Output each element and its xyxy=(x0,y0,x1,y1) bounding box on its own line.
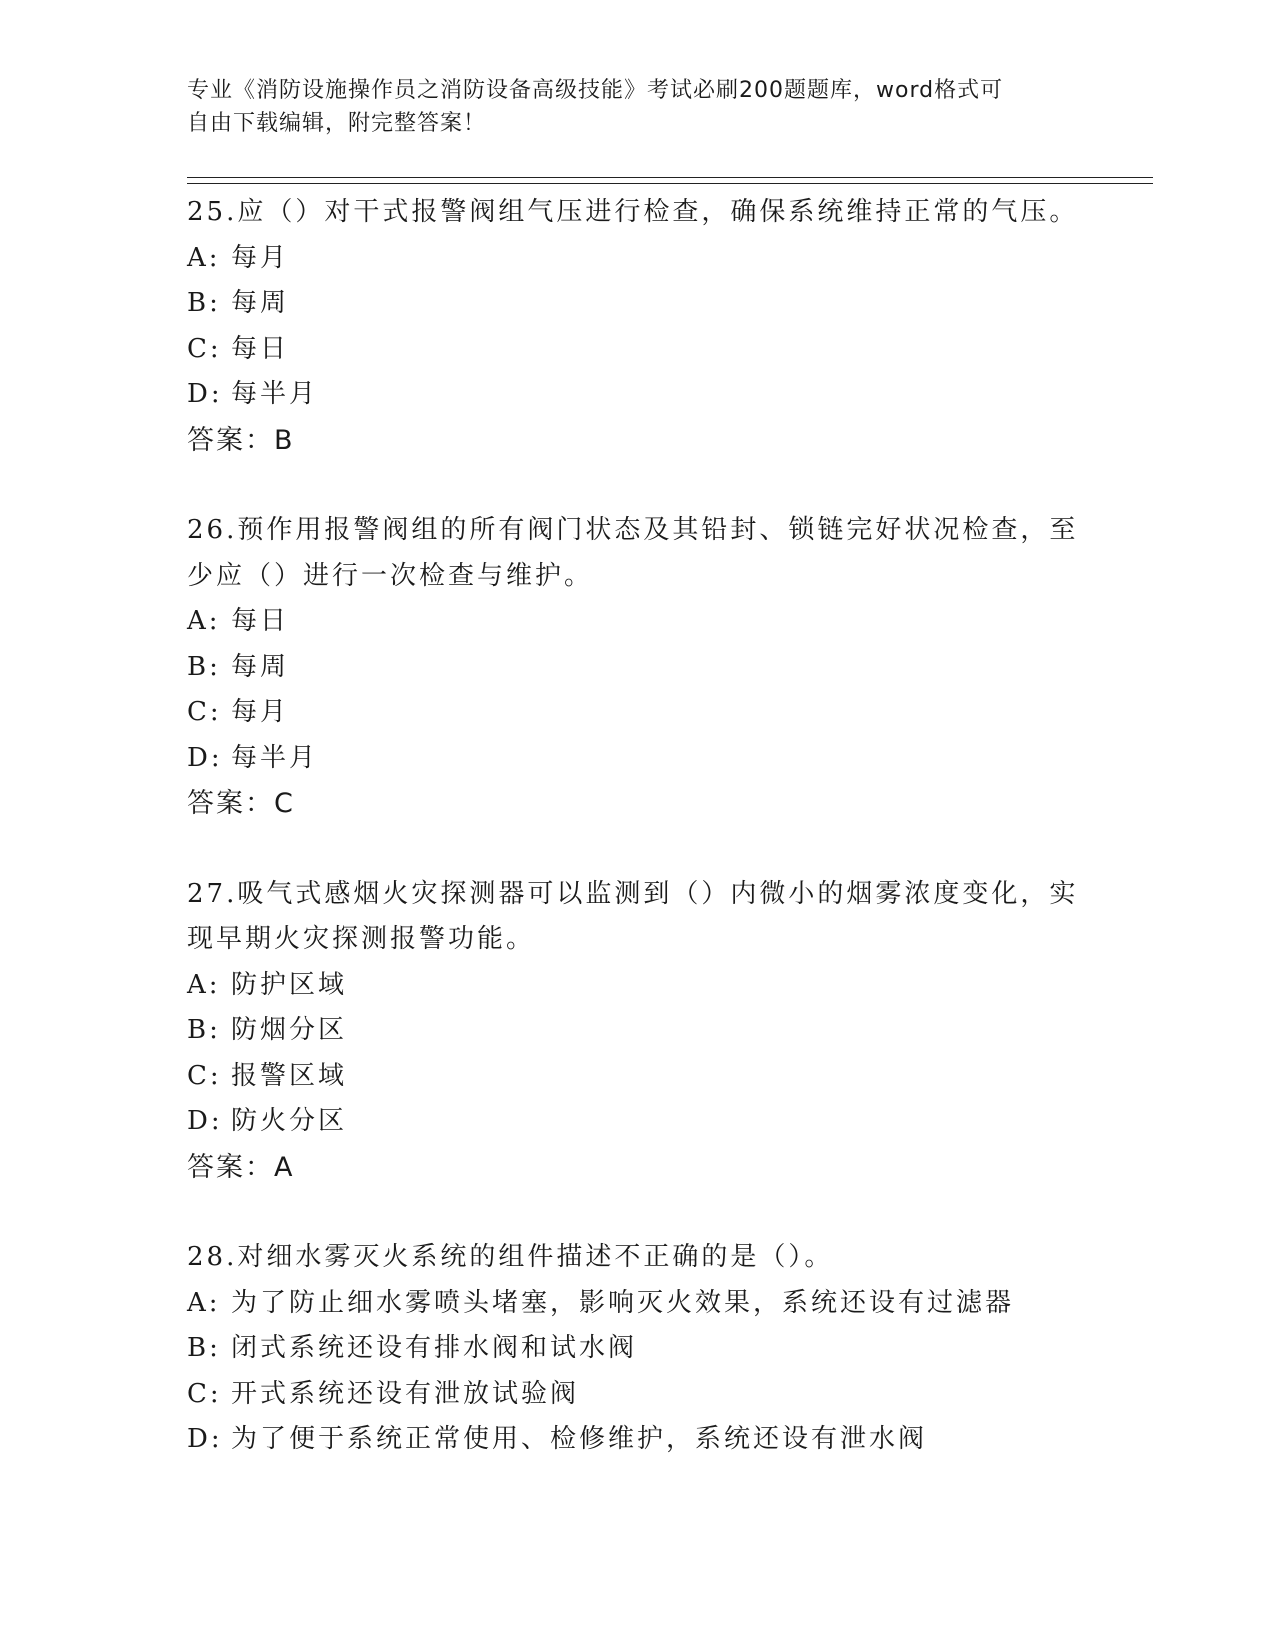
option-text: 防烟分区 xyxy=(231,1015,348,1045)
question-26 xyxy=(187,508,1087,827)
option-c xyxy=(187,1372,1087,1418)
header-divider-bottom xyxy=(187,183,1153,184)
option-text: 开式系统还设有泄放试验阀 xyxy=(231,1378,580,1409)
option-letter: C: xyxy=(187,333,222,364)
question-text-continued: 少应（）进行一次检查与维护。 xyxy=(187,560,594,591)
question-text-continued: 现早期火灾探测报警功能。 xyxy=(187,924,536,954)
option-c xyxy=(187,1054,1087,1100)
option-c xyxy=(187,327,1087,373)
answer-line: 答案：B xyxy=(187,424,295,456)
option-text: 每半月 xyxy=(231,379,319,409)
option-c xyxy=(187,690,1087,736)
option-d xyxy=(187,736,1087,782)
option-text: 闭式系统还设有排水阀和试水阀 xyxy=(231,1333,638,1363)
header-line-1: 专业《消防设施操作员之消防设备高级技能》考试必刷200题题库，word格式可 xyxy=(187,78,1004,103)
option-letter: B: xyxy=(187,288,221,318)
option-letter: C: xyxy=(187,1060,222,1091)
option-text: 防护区域 xyxy=(231,969,348,1000)
option-d xyxy=(187,1099,1087,1145)
option-b xyxy=(187,281,1087,327)
question-list xyxy=(187,190,1087,1508)
option-text: 每日 xyxy=(231,333,290,364)
option-text: 每半月 xyxy=(231,742,319,773)
option-b xyxy=(187,1326,1087,1372)
option-text: 每日 xyxy=(231,606,290,636)
answer-line: 答案：A xyxy=(187,1151,295,1183)
option-letter: B: xyxy=(187,651,221,682)
document-header xyxy=(187,74,1067,140)
answer-line: 答案：C xyxy=(187,788,295,819)
option-text: 为了防止细水雾喷头堵塞，影响灭火效果，系统还设有过滤器 xyxy=(231,1287,1015,1318)
option-d xyxy=(187,1417,1087,1463)
option-letter: A: xyxy=(187,1287,221,1318)
option-a xyxy=(187,599,1087,645)
option-text: 为了便于系统正常使用、检修维护，系统还设有泄水阀 xyxy=(231,1424,928,1454)
option-letter: A: xyxy=(187,242,221,273)
question-text: 26.预作用报警阀组的所有阀门状态及其铅封、锁链完好状况检查，至 xyxy=(187,515,1079,545)
option-b xyxy=(187,645,1087,691)
question-28 xyxy=(187,1235,1087,1463)
option-letter: A: xyxy=(187,969,221,1000)
question-25 xyxy=(187,190,1087,463)
option-text: 每周 xyxy=(231,288,290,318)
option-text: 每月 xyxy=(231,697,290,727)
question-text: 27.吸气式感烟火灾探测器可以监测到（）内微小的烟雾浓度变化，实 xyxy=(187,878,1079,909)
question-27 xyxy=(187,872,1087,1191)
option-letter: C: xyxy=(187,1378,222,1409)
option-letter: D: xyxy=(187,742,223,773)
option-letter: B: xyxy=(187,1015,221,1045)
option-letter: D: xyxy=(187,1106,223,1136)
question-text: 28.对细水雾灭火系统的组件描述不正确的是（）。 xyxy=(187,1242,834,1272)
option-a xyxy=(187,236,1087,282)
option-text: 每周 xyxy=(231,651,290,682)
question-text: 25.应（）对干式报警阀组气压进行检查，确保系统维持正常的气压。 xyxy=(187,197,1079,227)
option-letter: D: xyxy=(187,379,223,409)
option-letter: A: xyxy=(187,606,221,636)
header-line-2: 自由下载编辑，附完整答案！ xyxy=(187,111,487,136)
option-letter: D: xyxy=(187,1424,223,1454)
option-text: 报警区域 xyxy=(231,1060,348,1091)
option-a xyxy=(187,963,1087,1009)
option-d xyxy=(187,372,1087,418)
option-b xyxy=(187,1008,1087,1054)
option-a xyxy=(187,1281,1087,1327)
option-text: 每月 xyxy=(231,242,290,273)
option-text: 防火分区 xyxy=(231,1106,348,1136)
header-divider-top xyxy=(187,177,1153,178)
option-letter: B: xyxy=(187,1333,221,1363)
option-letter: C: xyxy=(187,697,222,727)
